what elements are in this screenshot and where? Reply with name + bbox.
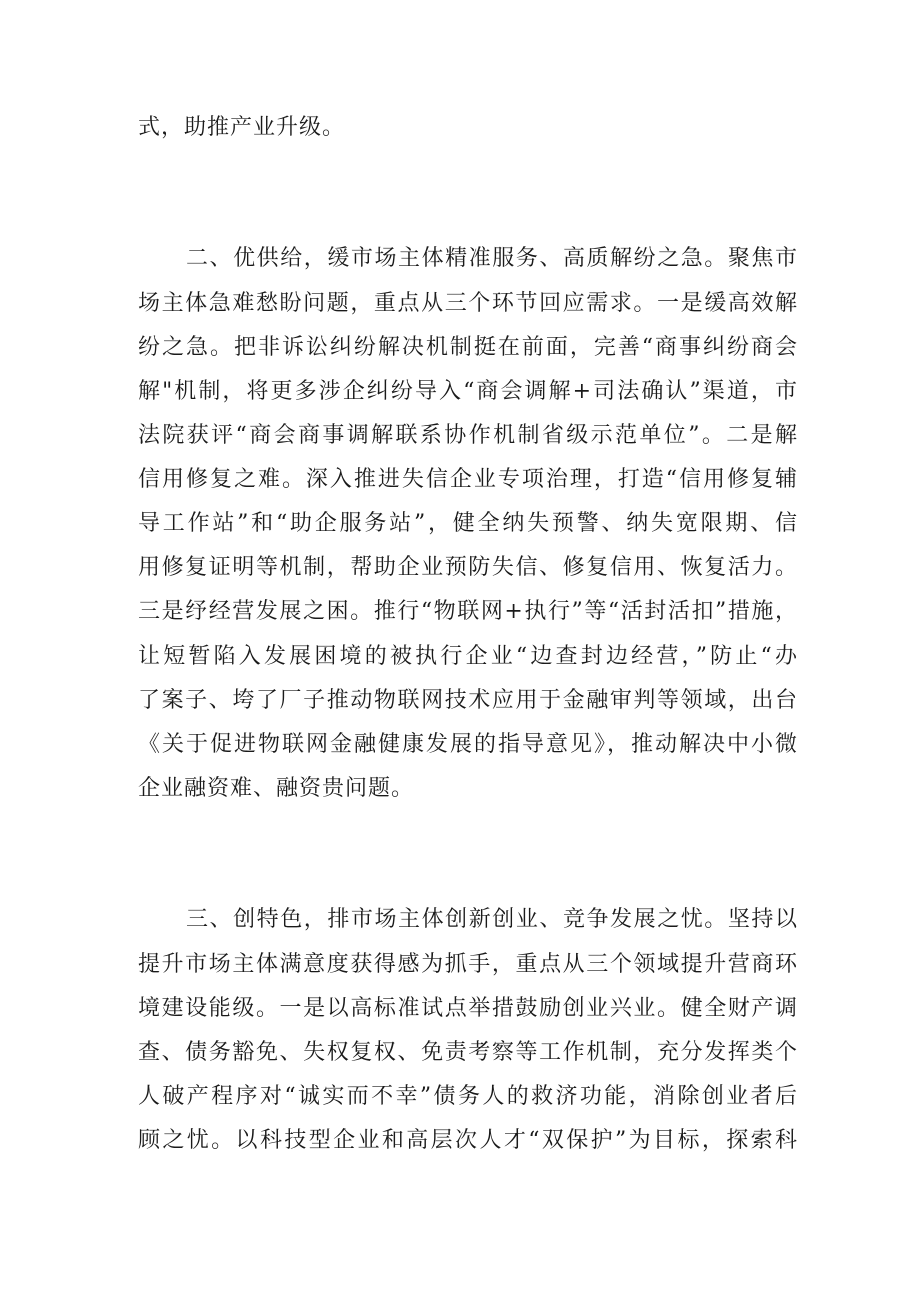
paragraph-first-line: 二、优供给，缓市场主体精准服务、高质解纷之急。聚焦市 [186,246,798,271]
text-line: 导工作站”和“助企服务站”，健全纳失预警、纳失宽限期、信 [138,511,798,536]
text-line: 顾之忧。以科技型企业和高层次人才“双保护”为目标，探索科 [138,1128,798,1153]
text-line: 《关于促进物联网金融健康发展的指导意见》，推动解决中小微 [138,732,798,757]
text-line: 企业融资难、融资贵问题。 [138,776,415,801]
text-line: 纷之急。把非诉讼纠纷解决机制挺在前面，完善“商事纠纷商会 [138,335,798,360]
text-line: 境建设能级。一是以高标准试点举措鼓励创业兴业。健全财产调 [138,996,798,1021]
text-line: 用修复证明等机制，帮助企业预防失信、修复信用、恢复活力。 [138,555,798,580]
text-line: 人破产程序对“诚实而不幸”债务人的救济功能，消除创业者后 [138,1084,798,1109]
text-line: 解"机制，将更多涉企纠纷导入“商会调解+司法确认”渠道，市 [138,379,798,404]
text-line: 式，助推产业升级。 [138,115,346,140]
text-line: 让短暂陷入发展困境的被执行企业“边查封边经营，”防止“办 [138,644,798,669]
text-line: 法院获评“商会商事调解联系协作机制省级示范单位”。二是解 [138,423,798,448]
text-line: 查、债务豁免、失权复权、免责考察等工作机制，充分发挥类个 [138,1040,798,1065]
text-line: 三是纾经营发展之困。推行“物联网+执行”等“活封活扣”措施， [138,599,798,624]
text-line: 场主体急难愁盼问题，重点从三个环节回应需求。一是缓高效解 [138,291,798,316]
paragraph-first-line: 三、创特色，排市场主体创新创业、竞争发展之忧。坚持以 [186,907,798,932]
text-line: 信用修复之难。深入推进失信企业专项治理，打造“信用修复辅 [138,467,798,492]
text-line: 提升市场主体满意度获得感为抓手，重点从三个领域提升营商环 [138,952,798,977]
text-line: 了案子、垮了厂子推动物联网技术应用于金融审判等领域，出台 [138,688,798,713]
